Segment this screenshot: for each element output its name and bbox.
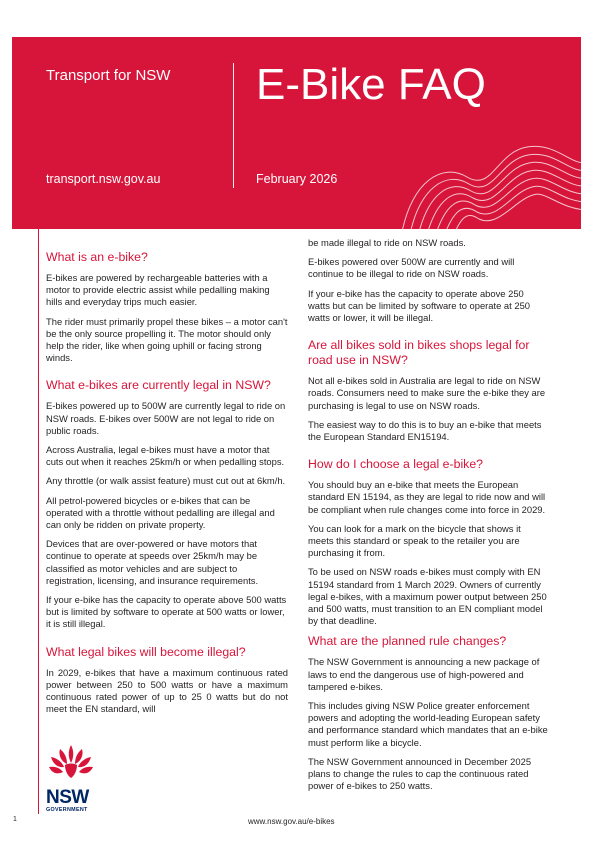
paragraph: E-bikes are powered by rechargeable batteries with a motor to provide electric assist while pedalling making hills and everyday trips much easier. <box>46 272 270 308</box>
paragraph: Devices that are over-powered or have motors that continue to operate at speeds over 25km/h may be classified as motor vehicles and are subject to registration, licensing, and insurance requirements. <box>46 538 259 586</box>
logo-government-text: GOVERNMENT <box>46 807 88 813</box>
logo-nsw-text: NSW <box>46 787 89 808</box>
paragraph: All petrol-powered bicycles or e-bikes that can be operated with a throttle without pedalling are illegal and can only be ridden on private property. <box>46 494 275 531</box>
paragraph: You should buy an e-bike that meets the European standard EN 15194, as they are legal to ride now and will be compliant when rule changes come into force in 2029. <box>308 479 546 515</box>
paragraph: You can look for a mark on the bicycle that shows it meets this standard or speak to the retailer you are purchasing it from. <box>308 522 521 559</box>
paragraph: E-bikes powered over 500W are currently and will continue to be illegal to ride on NSW roads. <box>308 256 515 280</box>
paragraph: The NSW Government announced in December 2025 plans to change the rules to cap the continuous rated power of e-bikes to 250 watts. <box>308 755 532 792</box>
page-number: 1 <box>13 816 17 823</box>
header-divider <box>233 63 234 188</box>
paragraph: The NSW Government is announcing a new package of laws to end the dangerous use of high-powered and tampered e-bikes. <box>308 656 540 692</box>
paragraph: The rider must primarily propel these bikes – a motor can't be the only source propelling it. The motor should only help the rider, like when going uphill or facing strong winds. <box>46 315 288 364</box>
swirl-decoration-icon <box>372 122 581 229</box>
right-column <box>308 237 548 800</box>
header-date: February 2026 <box>256 172 338 186</box>
paragraph: If your e-bike has the capacity to operate above 500 watts but is limited by software to operate at 500 watts or lower, it is still illegal. <box>46 594 287 630</box>
paragraph: To be used on NSW roads e-bikes must comply with EN 15194 standard from 1 March 2029. Owners of currently legal e-bikes, with a maximum power output between 250 and 500 watts, must transition to an EN compliant model by that deadline. <box>308 566 547 627</box>
paragraph: E-bikes powered up to 500W are currently legal to ride on NSW roads. E-bikes over 500W are not legal to ride on public roads. <box>46 400 286 436</box>
side-rule <box>38 229 39 814</box>
paragraph: This includes giving NSW Police greater enforcement powers and adopting the world-leading European safety and performance standard which mandates that an e-bike must perform like a bicycle. <box>308 700 548 748</box>
header-url: transport.nsw.gov.au <box>46 172 161 186</box>
paragraph: If your e-bike has the capacity to operate above 250 watts but can be limited by software to operate at 250 watts or lower, it will be illegal. <box>308 287 531 324</box>
paragraph: Any throttle (or walk assist feature) must cut out at 6km/h. <box>46 475 286 487</box>
heading-what-is-ebike: What is an e-bike? <box>46 250 148 264</box>
nsw-government-logo <box>46 743 106 814</box>
heading-bikes-sold-legal: Are all bikes sold in bikes shops legal for road use in NSW? <box>308 338 530 368</box>
paragraph: be made illegal to ride on NSW roads. <box>308 237 466 248</box>
heading-currently-legal: What e-bikes are currently legal in NSW? <box>46 378 271 393</box>
heading-become-illegal: What legal bikes will become illegal? <box>46 644 246 659</box>
footer-url: www.nsw.gov.au/e-bikes <box>248 817 335 826</box>
waratah-icon <box>46 743 96 781</box>
header-banner <box>12 37 581 229</box>
paragraph: In 2029, e-bikes that have a maximum continuous rated power between 250 to 500 watts or have a maximum continuous rated power of up to 25 0 watts but do not meet the EN standard, will <box>46 666 288 715</box>
heading-choose-legal-ebike: How do I choose a legal e-bike? <box>308 457 483 472</box>
agency-name: Transport for NSW <box>46 67 171 84</box>
heading-planned-rule-changes: What are the planned rule changes? <box>308 634 507 649</box>
paragraph: The easiest way to do this is to buy an e-bike that meets the European Standard EN15194. <box>308 418 542 443</box>
left-column <box>46 250 288 722</box>
page-title: E-Bike FAQ <box>256 60 486 109</box>
paragraph: Across Australia, legal e-bikes must have a motor that cuts out when it reaches 25km/h or when pedalling stops. <box>46 444 285 468</box>
paragraph: Not all e-bikes sold in Australia are legal to ride on NSW roads. Consumers need to make sure the e-bike they are purchasing is legal to use on NSW roads. <box>308 375 546 411</box>
